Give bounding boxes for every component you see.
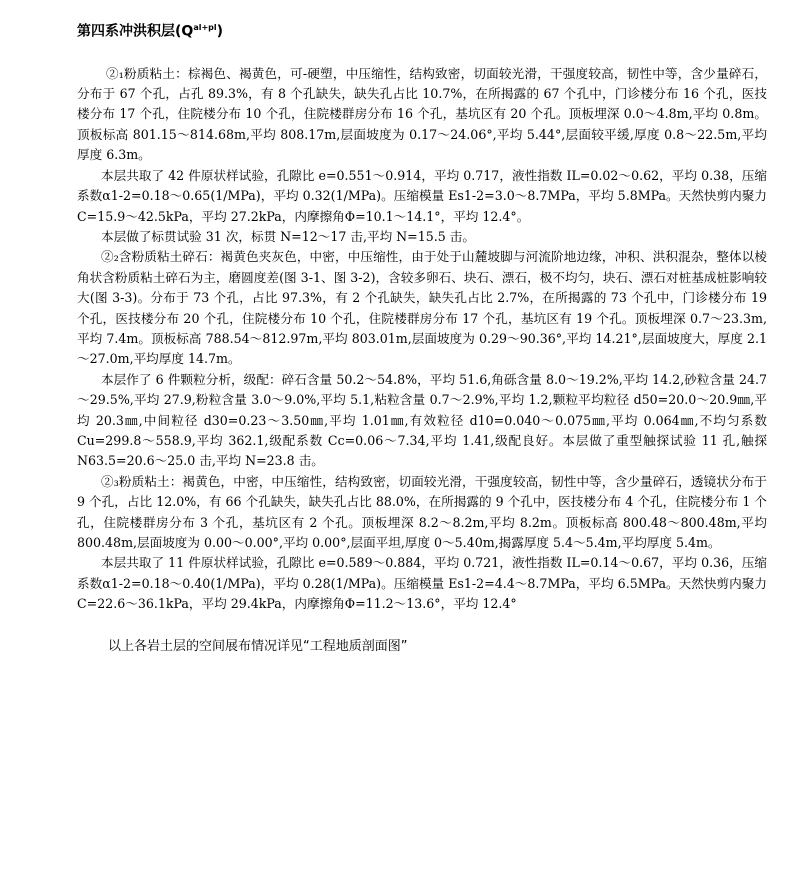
- paragraph-layer-2-1-description: ②₁粉质粘土：棕褐色、褐黄色，可-硬塑，中压缩性，结构致密，切面较光滑，干强度较高，韧性中等，含少量碎石，分布于 67 个孔，占孔 89.3%，有 8 个孔缺失，缺失孔占比 10.7%，在所揭露的 67 个孔中，门诊楼分布 16 个孔，医技楼分布 17 个孔，住院楼分布 10 个孔，住院楼群房分布 16 个孔，基坑区有 20 个孔。顶板埋深 0.0～4.8m,平均 0.8m。顶板标高 801.15～814.68m,平均 808.17m,层面坡度为 0.17～24.06°,平均 5.44°,层面较平缓,厚度 0.8～22.5m,平均厚度 6.3m。: [77, 65, 767, 163]
- paragraph-layer-2-1-spt: 本层做了标贯试验 31 次，标贯 N=12～17 击,平均 N=15.5 击。: [101, 228, 475, 244]
- section-heading-text: 第四系冲洪积层(Q: [77, 23, 194, 40]
- footer-note: 以上各岩土层的空间展布情况详见“工程地质剖面图”: [108, 638, 408, 654]
- heading-close: ): [216, 23, 224, 40]
- paragraph-layer-2-2-grading: 本层作了 6 件颗粒分析，级配：碎石含量 50.2～54.8%，平均 51.6,角砾含量 8.0～19.2%,平均 14.2,砂粒含量 24.7～29.5%,平均 27.9,粉粒含量 3.0～9.0%,平均 5.1,粘粒含量 0.7～2.9%,平均 1.2,颗粒平均粒径 d50=20.0～20.9㎜,平均 20.3㎜,中间粒径 d30=0.23～3.50㎜,平均 1.01㎜,有效粒径 d10=0.040～0.075㎜,平均 0.064㎜,不均匀系数 Cu=299.8～558.9,平均 362.1,级配系数 Cc=0.06～7.34,平均 1.41,级配良好。本层做了重型触探试验 11 孔,触探 N63.5=20.6～25.0 击,平均 N=23.8 击。: [77, 371, 767, 469]
- section-heading: [77, 18, 767, 42]
- paragraph-layer-2-2-description: ②₂含粉质粘土碎石：褐黄色夹灰色，中密，中压缩性，由于处于山麓坡脚与河流阶地边缘，冲积、洪积混杂，整体以棱角状含粉质粘土碎石为主，磨圆度差(图 3-1、图 3-2)，含较多卵石、块石、漂石，极不均匀，块石、漂石对桩基成桩影响较大(图 3-3)。分布于 73 个孔，占比 97.3%，有 2 个孔缺失，缺失孔占比 2.7%，在所揭露的 73 个孔中，门诊楼分布 19 个孔，医技楼分布 20 个孔，住院楼分布 10 个孔，住院楼群房分布 17 个孔，基坑区有 19 个孔。顶板埋深 0.7～23.3m,平均 7.4m。顶板标高 788.54～812.97m,平均 803.01m,层面坡度为 0.29～90.36°,平均 14.21°,层面坡度大，厚度 2.1～27.0m,平均厚度 14.7m。: [77, 249, 767, 367]
- paragraph-layer-2-1-tests: 本层共取了 42 件原状样试验，孔隙比 e=0.551～0.914，平均 0.717，液性指数 IL=0.02～0.62，平均 0.38，压缩系数α1-2=0.18～0.65(1/MPa)，平均 0.32(1/MPa)。压缩模量 Es1-2=3.0～8.7MPa，平均 5.8MPa。天然快剪内聚力 C=15.9～42.5kPa，平均 27.2kPa，内摩擦角Φ=10.1～14.1°，平均 12.4°。: [77, 167, 767, 224]
- paragraph-layer-2-3-description: ②₃粉质粘土：褐黄色，中密，中压缩性，结构致密，切面较光滑，干强度较高，韧性中等，含少量碎石，透镜状分布于 9 个孔，占比 12.0%，有 66 个孔缺失，缺失孔占比 88.0%，在所揭露的 9 个孔中，医技楼分布 4 个孔，住院楼分布 1 个孔，住院楼群房分布 3 个孔，基坑区有 2 个孔。顶板埋深 8.2～8.2m,平均 8.2m。顶板标高 800.48～800.48m,平均 800.48m,层面坡度为 0.00～0.00°,平均 0.00°,层面平坦,厚度 0～5.40m,揭露厚度 5.4～5.4m,平均厚度 5.4m。: [77, 473, 767, 550]
- paragraph-layer-2-3-tests: 本层共取了 11 件原状样试验，孔隙比 e=0.589～0.884，平均 0.721，液性指数 IL=0.14～0.67，平均 0.36，压缩系数α1-2=0.18～0.40(1/MPa)，平均 0.28(1/MPa)。压缩模量 Es1-2=4.4～8.7MPa，平均 6.5MPa。天然快剪内聚力 C=22.6～36.1kPa，平均 29.4kPa，内摩擦角Φ=11.2～13.6°，平均 12.4°: [77, 555, 767, 612]
- heading-superscript: al+pl: [193, 23, 217, 32]
- document-page: [77, 18, 767, 657]
